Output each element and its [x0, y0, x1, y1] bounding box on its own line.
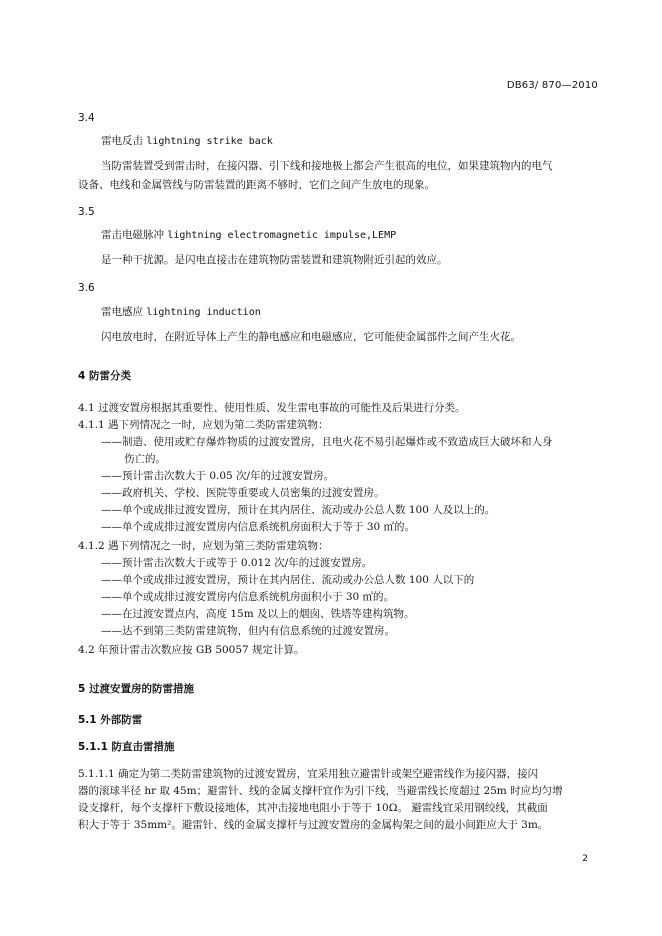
term-en: lightning induction	[146, 307, 261, 318]
term-en: lightning electromagnetic impulse,LEMP	[167, 230, 397, 241]
term-3-4	[101, 134, 273, 149]
list-item: ——单个或成排过渡安置房内信息系统机房面积小于 30 ㎡的。	[101, 591, 395, 603]
term-cn: 雷电反击	[101, 135, 143, 147]
definition-line: 闪电放电时，在附近导体上产生的静电感应和电磁感应，它可能使金属部件之间产生火花。	[101, 331, 521, 343]
definition-line: 是一种干扰源。是闪电直接击在建筑物防雷装置和建筑物附近引起的效应。	[101, 254, 448, 266]
document-code: DB63/ 870—2010	[506, 80, 598, 91]
clause-number-3-4: 3.4	[78, 112, 95, 124]
definition-line: 当防雷装置受到雷击时，在接闪器、引下线和接地极上都会产生很高的电位，如果建筑物内的电气	[101, 160, 553, 172]
term-en: lightning strike back	[146, 136, 273, 147]
list-item-continuation: 伤亡的。	[124, 453, 166, 465]
list-item: ——预计雷击次数大于 0.05 次/年的过渡安置房。	[101, 470, 335, 482]
term-cn: 雷电感应	[101, 306, 143, 318]
list-item: ——达不到第三类防雷建筑物，但内有信息系统的过渡安置房。	[101, 625, 395, 637]
clause-number-3-5: 3.5	[78, 206, 95, 218]
clause-4-1-2: 4.1.2 遇下列情况之一时，应划为第三类防雷建筑物：	[78, 540, 329, 552]
clause-4-1: 4.1 过渡安置房根据其重要性、使用性质、发生雷电事故的可能性及后果进行分类。	[78, 402, 466, 414]
list-item: ——在过渡安置点内，高度 15m 及以上的烟囱、铁塔等建构筑物。	[101, 608, 415, 620]
list-item: ——单个或成排过渡安置房内信息系统机房面积大于等于 30 ㎡的。	[101, 521, 416, 533]
section-heading-4: 4 防雷分类	[78, 370, 131, 382]
clause-number-3-6: 3.6	[78, 282, 95, 294]
clause-4-2: 4.2 年预计雷击次数应按 GB 50057 规定计算。	[78, 644, 305, 656]
paragraph-line: 5.1.1.1 确定为第二类防雷建筑物的过渡安置房，宜采用独立避雷针或架空避雷线作为接闪器，接闪	[78, 768, 539, 780]
term-cn: 雷击电磁脉冲	[101, 229, 164, 241]
list-item: ——单个或成排过渡安置房，预计在其内居住、流动或办公总人数 100 人以下的	[101, 574, 475, 586]
list-item: ——政府机关、学校、医院等重要或人员密集的过渡安置房。	[101, 487, 385, 499]
paragraph-line: 积大于等于 35mm²。避雷针、线的金属支撑杆与过渡安置房的金属构架之间的最小间距应大于 3m。	[78, 819, 549, 831]
subsection-heading-5-1-1: 5.1.1 防直击雷措施	[78, 741, 175, 753]
clause-4-1-1: 4.1.1 遇下列情况之一时，应划为第二类防雷建筑物：	[78, 419, 329, 431]
term-3-5	[101, 228, 396, 243]
paragraph-line: 设支撑杆，每个支撑杆下敷设接地体，其冲击接地电阻小于等于 10Ω。 避雷线宜采用钢绞线，其截面	[78, 802, 548, 814]
definition-line: 设备、电线和金属管线与防雷装置的距离不够时，它们之间产生放电的现象。	[78, 179, 435, 191]
paragraph-line: 器的滚球半径 hr 取 45m；避雷针、线的金属支撑杆宜作为引下线，当避雷线长度超过 25m 时应均匀增	[78, 785, 563, 797]
list-item: ——制造、使用或贮存爆炸物质的过渡安置房，且电火花不易引起爆炸或不致造成巨大破坏和人身	[101, 436, 553, 448]
list-item: ——单个或成排过渡安置房，预计在其内居住、流动或办公总人数 100 人及以上的。	[101, 504, 496, 516]
page-number: 2	[582, 854, 588, 864]
subsection-heading-5-1: 5.1 外部防雷	[78, 714, 143, 726]
list-item: ——预计雷击次数大于或等于 0.012 次/年的过渡安置房。	[101, 557, 373, 569]
term-3-6	[101, 305, 261, 320]
section-heading-5: 5 过渡安置房的防雷措施	[78, 683, 194, 695]
